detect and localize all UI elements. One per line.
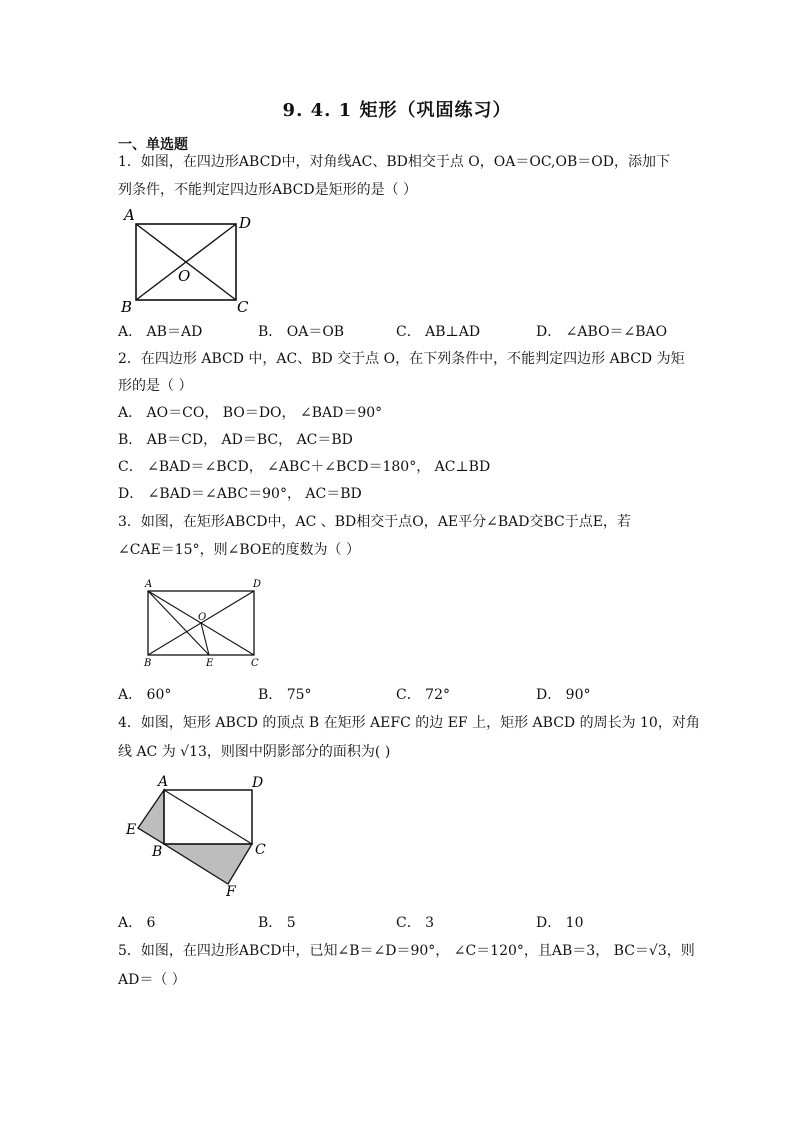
q3-label-a: A: [145, 579, 153, 590]
q1-option-b[interactable]: B． OA＝OB: [258, 324, 345, 340]
q3-option-c[interactable]: C． 72°: [396, 687, 450, 703]
q1-figure-rectangle: [118, 206, 258, 316]
q3-line-1: 3．如图，在矩形ABCD中，AC 、BD相交于点O，AE平分∠BAD交BC于点E，若: [118, 514, 631, 530]
q2-line-1: 2．在四边形 ABCD 中，AC、BD 交于点 O，在下列条件中，不能判定四边形 ABCD 为矩: [118, 351, 685, 367]
q1-option-d[interactable]: D． ∠ABO＝∠BAO: [536, 324, 668, 340]
q2-option-c[interactable]: C． ∠BAD＝∠BCD， ∠ABC＋∠BCD＝180°， AC⊥BD: [118, 459, 491, 475]
q4-label-f: F: [226, 884, 236, 900]
q4-option-d[interactable]: D． 10: [536, 915, 584, 931]
q4-option-c[interactable]: C． 3: [396, 915, 435, 931]
section-heading: 一、单选题: [118, 137, 188, 153]
q4-label-e: E: [126, 822, 137, 838]
q4-line-1: 4．如图，矩形 ABCD 的顶点 B 在矩形 AEFC 的边 EF 上，矩形 ABCD 的周长为 10，对角: [118, 715, 700, 731]
q4-figure-rectangles: [124, 774, 274, 900]
q4-option-b[interactable]: B． 5: [258, 915, 296, 931]
q1-label-c: C: [237, 298, 249, 316]
q3-label-d: D: [253, 579, 262, 590]
q5-line-1: 5．如图，在四边形ABCD中，已知∠B＝∠D＝90°， ∠C＝120°，且AB＝3， BC＝√3，则: [118, 943, 695, 959]
q1-label-b: B: [121, 298, 133, 316]
q3-label-e: E: [206, 658, 214, 669]
q1-option-a[interactable]: A． AB＝AD: [118, 324, 203, 340]
q3-option-b[interactable]: B． 75°: [258, 687, 312, 703]
q1-label-o: O: [178, 267, 191, 285]
q4-label-c: C: [255, 842, 266, 858]
q3-option-a[interactable]: A． 60°: [118, 687, 172, 703]
q5-line-2: AD＝（ ）: [118, 972, 186, 988]
q4-label-d: D: [252, 775, 264, 791]
q3-label-b: B: [144, 658, 152, 669]
q1-line-2: 列条件，不能判定四边形ABCD是矩形的是（ ）: [118, 182, 418, 198]
q1-line-1: 1．如图，在四边形ABCD中，对角线AC、BD相交于点 O，OA＝OC,OB＝OD，添加下: [118, 154, 670, 170]
q1-label-a: A: [124, 206, 135, 224]
q3-line-2: ∠CAE＝15°，则∠BOE的度数为（ ）: [118, 542, 361, 558]
page-title: 9. 4. 1 矩形（巩固练习）: [282, 100, 512, 121]
q4-label-a: A: [158, 774, 169, 790]
q3-figure-rectangle: [138, 576, 268, 670]
q4-label-b: B: [152, 844, 163, 860]
q3-option-d[interactable]: D． 90°: [536, 687, 591, 703]
q1-label-d: D: [239, 214, 252, 232]
q3-label-o: O: [198, 612, 207, 623]
q2-line-2: 形的是（ ）: [118, 378, 193, 394]
q3-label-c: C: [251, 658, 259, 669]
q2-option-d[interactable]: D． ∠BAD＝∠ABC＝90°， AC＝BD: [118, 486, 362, 502]
q4-option-a[interactable]: A． 6: [118, 915, 156, 931]
q2-option-a[interactable]: A． AO＝CO， BO＝DO， ∠BAD＝90°: [118, 405, 383, 421]
q1-option-c[interactable]: C． AB⊥AD: [396, 324, 481, 340]
q2-option-b[interactable]: B． AB＝CD， AD＝BC， AC＝BD: [118, 432, 353, 448]
q4-line-2: 线 AC 为 √13，则图中阴影部分的面积为( ): [118, 744, 391, 760]
